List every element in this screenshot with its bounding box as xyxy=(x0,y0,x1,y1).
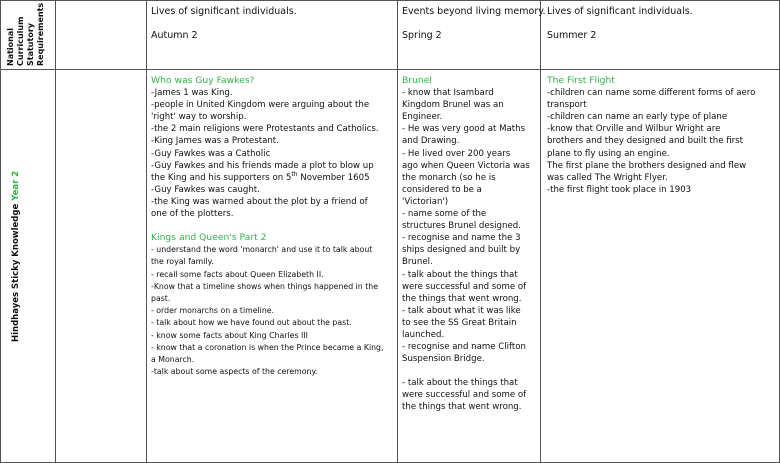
list-item: -Guy Fawkes was caught. xyxy=(151,184,260,195)
list-item: were successful and some of xyxy=(402,281,527,292)
list-item: -James 1 was King. xyxy=(151,88,233,99)
list-item: the things that went wrong. xyxy=(402,402,522,413)
term-label: Spring 2 xyxy=(402,30,442,41)
list-item: Engineer. xyxy=(402,112,443,123)
list-item: - understand the word 'monarch' and use it to talk about xyxy=(151,245,373,255)
list-item: - talk about the things that xyxy=(402,269,518,280)
row-header-line: National xyxy=(6,28,15,66)
list-item: - know that a coronation is when the Prince became a King, xyxy=(151,342,384,352)
term-label: Autumn 2 xyxy=(151,30,198,41)
list-item: -King James was a Protestant. xyxy=(151,136,279,147)
requirement-text: Events beyond living memory. xyxy=(402,6,546,17)
list-item-text: the King and his supporters on 5 xyxy=(151,172,292,183)
list-item: a Monarch. xyxy=(151,355,195,365)
list-item: ago when Queen Victoria was xyxy=(402,160,530,171)
knowledge-cell-autumn xyxy=(151,75,383,378)
term-label: Summer 2 xyxy=(547,30,597,41)
row-header-line: Curriculum xyxy=(16,16,25,66)
section-heading: Brunel xyxy=(402,75,432,86)
list-item: transport xyxy=(547,100,587,111)
list-item: 'right' way to worship. xyxy=(151,112,247,123)
list-item: - He was very good at Maths xyxy=(402,124,526,135)
list-item: -Know that a timeline shows when things happened in the xyxy=(151,281,379,291)
requirement-cell-spring xyxy=(402,6,546,42)
list-item: plane to fly using an engine. xyxy=(547,148,670,159)
list-item: - recognise and name the 3 xyxy=(402,233,521,244)
table-border-top xyxy=(0,0,780,1)
list-item: past. xyxy=(151,294,171,304)
list-item: - He lived over 200 years xyxy=(402,148,511,159)
row-header-line: Statutory xyxy=(26,23,35,66)
list-item: considered to be a xyxy=(402,184,482,195)
list-item: - recognise and name Clifton xyxy=(402,342,526,353)
row-header-requirements xyxy=(6,3,46,66)
list-item: the things that went wrong. xyxy=(402,293,522,304)
list-item: -talk about some aspects of the ceremony. xyxy=(151,367,318,377)
section-heading: Kings and Queen's Part 2 xyxy=(151,232,267,244)
list-item: Suspension Bridge. xyxy=(402,354,485,365)
ordinal-suffix: th xyxy=(291,170,298,178)
requirement-text: Lives of significant individuals. xyxy=(151,6,297,17)
list-item: -the King was warned about the plot by a friend of xyxy=(151,196,368,207)
list-item: -children can name some different forms of aero xyxy=(547,88,756,99)
list-item: was called The Wright Flyer. xyxy=(547,172,668,183)
row-header-label: Hindhayes Sticky Knowledge xyxy=(11,203,21,342)
list-item: 'Victorian') xyxy=(402,196,449,207)
requirement-text: Lives of significant individuals. xyxy=(547,6,693,17)
list-item: - talk about the things that xyxy=(402,378,518,389)
table-divider xyxy=(0,69,780,70)
list-item: Brunel. xyxy=(402,257,433,268)
list-item: -the first flight took place in 1903 xyxy=(547,184,692,195)
list-item: brothers and they designed and built the first xyxy=(547,136,744,147)
knowledge-cell-summer xyxy=(547,75,755,196)
list-item: - talk about how we have found out about the past. xyxy=(151,318,352,328)
row-header-year: Year 2 xyxy=(11,170,21,201)
list-item: The first plane the brothers designed and flew xyxy=(547,160,747,171)
requirement-cell-autumn xyxy=(151,6,297,42)
list-item: -know that Orville and Wilbur Wright are xyxy=(547,124,721,135)
section-heading: Who was Guy Fawkes? xyxy=(151,75,255,86)
row-header-line: Requirements xyxy=(36,2,45,66)
list-item: -children can name an early type of plane xyxy=(547,112,728,123)
requirement-cell-summer xyxy=(547,6,693,42)
list-item-text: November 1605 xyxy=(297,172,370,183)
list-item xyxy=(151,172,383,184)
list-item: -Guy Fawkes and his friends made a plot to blow up xyxy=(151,160,374,171)
list-item: -people in United Kingdom were arguing about the xyxy=(151,100,370,111)
knowledge-cell-spring xyxy=(402,75,530,414)
list-item: were successful and some of xyxy=(402,390,527,401)
list-item: Kingdom Brunel was an xyxy=(402,100,504,111)
list-item: structures Brunel designed. xyxy=(402,221,521,232)
list-item: ships designed and built by xyxy=(402,245,521,256)
list-item: - know that Isambard xyxy=(402,88,494,99)
section-heading: The First Flight xyxy=(547,75,615,86)
list-item: one of the plotters. xyxy=(151,209,234,220)
spacer xyxy=(402,365,530,377)
list-item: the monarch (so he is xyxy=(402,172,496,183)
list-item: and Drawing. xyxy=(402,136,460,147)
list-item: - order monarchs on a timeline. xyxy=(151,306,275,316)
list-item: -Guy Fawkes was a Catholic xyxy=(151,148,271,159)
list-item: launched. xyxy=(402,329,445,340)
list-item: - know some facts about King Charles III xyxy=(151,330,308,340)
list-item: - talk about what it was like xyxy=(402,305,521,316)
row-header-sticky-knowledge xyxy=(11,171,21,342)
list-item: - recall some facts about Queen Elizabeth II. xyxy=(151,269,324,279)
list-item: the royal family. xyxy=(151,257,214,267)
list-item: - name some of the xyxy=(402,209,487,220)
list-item: -the 2 main religions were Protestants and Catholics. xyxy=(151,124,379,135)
list-item: to see the SS Great Britain xyxy=(402,317,517,328)
